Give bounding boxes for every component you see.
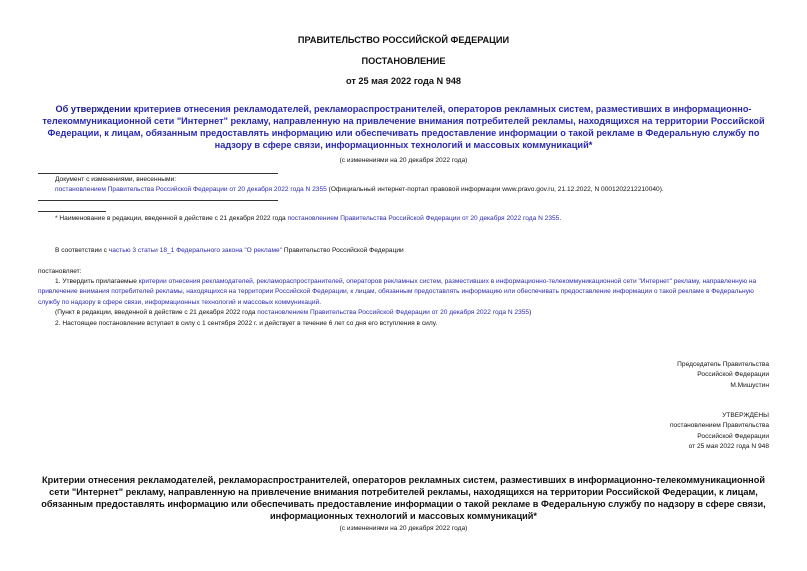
item-two: 2. Настоящее постановление вступает в силу с 1 сентября 2022 г. и действует в течение 6 лет со дня его вступления в силу. bbox=[55, 320, 438, 327]
changes-decree-link[interactable]: постановлением Правительства Российской Федерации от 20 декабря 2022 года N 2355 bbox=[55, 186, 327, 193]
criteria-title: Критерии отнесения рекламодателей, рекламораспространителей, операторов рекламных систем, разместивших в информационно-телекоммуникационной сети "Интернет" рекламу, направленную на привлечение внимания потребителей рекламы, находящихся на территории Российской Федерации, к лицам, обязанным предоставлять информацию или обеспечивать предоставление информации о такой рекламе в Федеральную службу по надзору в сфере связи, информационных технологий и массовых коммуникаций* bbox=[41, 475, 766, 521]
preamble bbox=[55, 246, 785, 256]
divider-middle bbox=[38, 200, 278, 201]
title-criteria-link[interactable]: критериев отнесения рекламодателей, рекламораспространителей, операторов рекламных систем, разместивших в информационно-телекоммуникационной сети "Интернет" рекламу, направленную на привлечение внимания потребителей рекламы, находящихся на территории Российской Федерации, к лицам, обязанным предоставлять информацию или обеспечивать предоставление информации о такой рекламе в Федеральную службу по надзору в сфере связи, информационных технологий и массовых коммуникаций bbox=[42, 104, 765, 150]
title-asterisk: * bbox=[588, 140, 593, 150]
item-one-note-lead: (Пункт в редакции, введенной в действие с 21 декабря 2022 года bbox=[55, 309, 258, 316]
approved-label: УТВЕРЖДЕНЫ bbox=[722, 412, 769, 419]
preamble-tail: Правительство Российской Федерации bbox=[282, 247, 404, 254]
item-one-lead: 1. Утвердить прилагаемые bbox=[55, 278, 139, 285]
footnote-lead: * Наименование в редакции, введенной в действие с 21 декабря 2022 года bbox=[55, 215, 288, 222]
government-heading: ПРАВИТЕЛЬСТВО РОССИЙСКОЙ ФЕДЕРАЦИИ bbox=[297, 35, 510, 45]
changes-label: Документ с изменениями, внесенными: bbox=[55, 176, 177, 183]
divider-top bbox=[38, 173, 278, 174]
preamble-lead: В соответствии с bbox=[55, 247, 109, 254]
footnote-decree-link[interactable]: постановлением Правительства Российской Федерации от 20 декабря 2022 года N 2355 bbox=[287, 215, 560, 222]
item-one-criteria-link[interactable]: критерии отнесения рекламодателей, рекламораспространителей, операторов рекламных систем, разместивших в информационно-телекоммуникационной сети "Интернет" рекламу, направленную на привлечение внимания потребителей рекламы, находящихся на территории Российской Федерации, к лицам, обязанным предоставлять информацию или обеспечивать предоставление информации о такой рекламе в Федеральную службу по надзору в сфере связи, информационных технологий и массовых коммуникаций bbox=[38, 278, 757, 306]
item-one-note-tail: ) bbox=[529, 309, 532, 316]
law-article-link[interactable]: частью 3 статьи 18_1 Федерального закона "О рекламе" bbox=[108, 247, 282, 254]
document-title bbox=[38, 103, 769, 151]
approved-block bbox=[560, 411, 769, 453]
document-type-heading: ПОСТАНОВЛЕНИЕ bbox=[361, 56, 446, 66]
title-lead: Об утверждении bbox=[55, 104, 134, 114]
footnote-tail: . bbox=[559, 215, 562, 222]
signature-position: Председатель Правительства bbox=[677, 361, 769, 368]
changes-text bbox=[55, 185, 785, 195]
item-one bbox=[38, 277, 772, 308]
approved-line-2: Российской Федерации bbox=[697, 432, 769, 440]
signature-country: Российской Федерации bbox=[697, 371, 769, 379]
changes-source: (Официальный интернет-портал правовой информации www.pravo.gov.ru, 21.12.2022, N 0001202212210040). bbox=[326, 186, 664, 193]
item-one-tail: . bbox=[319, 298, 322, 306]
item-one-note bbox=[55, 308, 785, 318]
signature-block bbox=[560, 360, 769, 391]
footnote bbox=[55, 214, 785, 224]
item-one-note-link[interactable]: постановлением Правительства Российской Федерации от 20 декабря 2022 года N 2355 bbox=[257, 309, 530, 316]
approved-line-1: постановлением Правительства bbox=[669, 422, 769, 430]
footnote-divider bbox=[38, 211, 106, 212]
approved-line-3: от 25 мая 2022 года N 948 bbox=[688, 443, 769, 451]
signature-name: М.Мишустин bbox=[730, 381, 769, 389]
title-amended-note: (с изменениями на 20 декабря 2022 года) bbox=[339, 157, 468, 164]
criteria-amended-note: (с изменениями на 20 декабря 2022 года) bbox=[339, 525, 468, 532]
decree-word: постановляет: bbox=[38, 268, 82, 275]
document-date-number: от 25 мая 2022 года N 948 bbox=[345, 76, 462, 86]
